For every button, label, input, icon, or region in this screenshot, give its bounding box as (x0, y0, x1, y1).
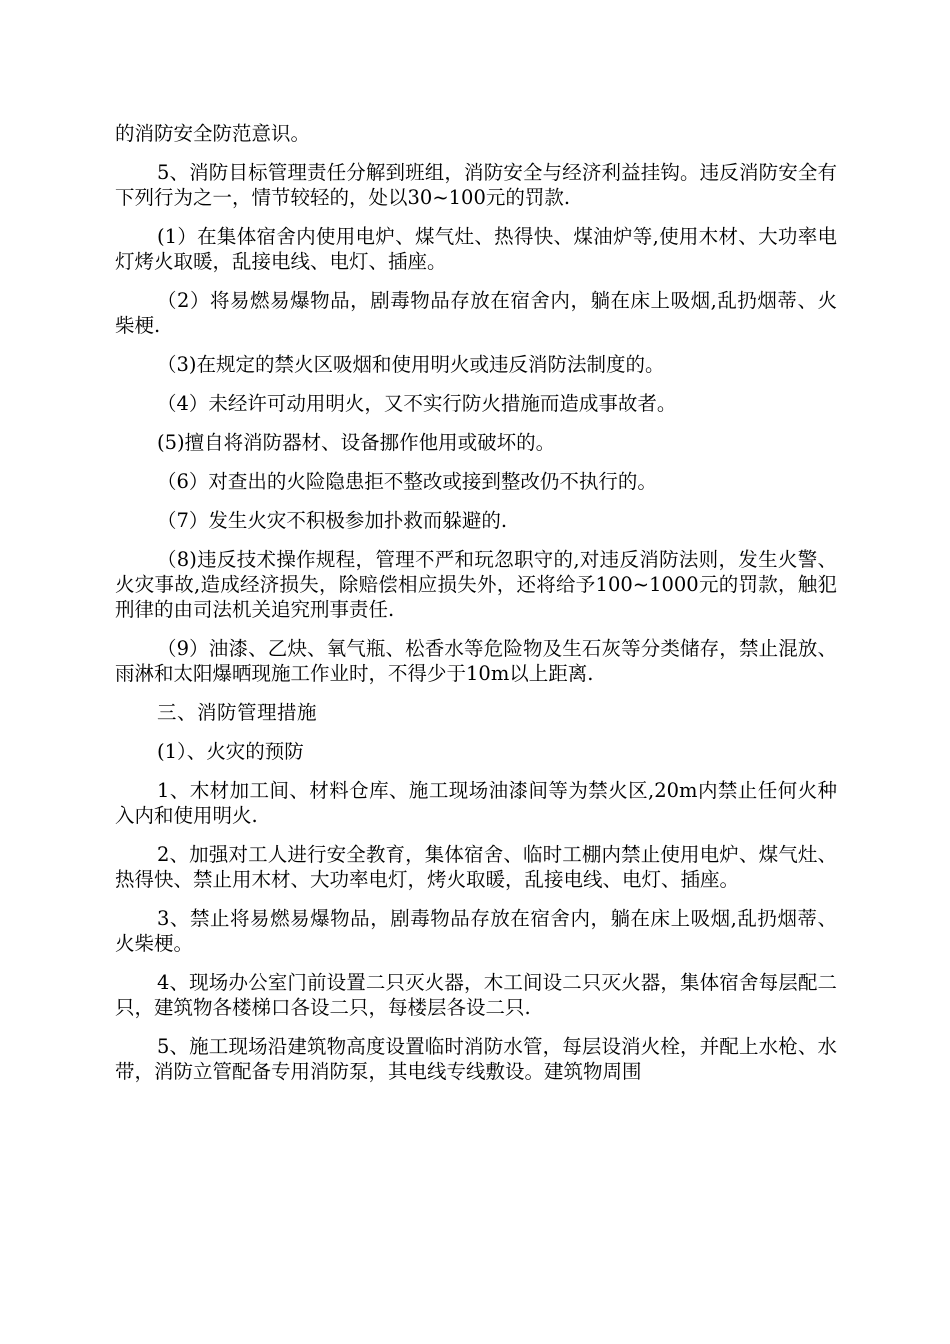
paragraph-4: （2）将易燃易爆物品，剧毒物品存放在宿舍内，躺在床上吸烟,乱扔烟蒂、火柴梗. (115, 289, 837, 337)
paragraph-11: （9）油漆、乙炔、氧气瓶、松香水等危险物及生石灰等分类储存，禁止混放、雨淋和太阳爆晒现施工作业时，不得少于10m以上距离. (115, 637, 837, 685)
section-heading: 三、消防管理措施 (157, 701, 318, 724)
paragraph-3: (1）在集体宿舍内使用电炉、煤气灶、热得快、煤油炉等,使用木材、大功率电灯烤火取暖，乱接电线、电灯、插座。 (115, 225, 837, 273)
paragraph-1: 的消防安全防范意识。 (115, 122, 311, 145)
subsection-heading: (1）、火灾的预防 (157, 740, 304, 763)
paragraph-6: （4）未经许可动用明火，又不实行防火措施而造成事故者。 (157, 392, 677, 415)
paragraph-10: （8)违反技术操作规程，管理不严和玩忽职守的,对违反消防法则，发生火警、火灾事故,造成经济损失，除赔偿相应损失外，还将给予100~1000元的罚款，触犯刑律的由司法机关追究刑事责任. (115, 548, 837, 621)
paragraph-8: （6）对查出的火险隐患拒不整改或接到整改仍不执行的。 (157, 470, 657, 493)
paragraph-15: 2、加强对工人进行安全教育，集体宿舍、临时工棚内禁止使用电炉、煤气灶、热得快、禁止用木材、大功率电灯，烤火取暖，乱接电线、电灯、插座。 (115, 843, 837, 891)
paragraph-16: 3、禁止将易燃易爆物品，剧毒物品存放在宿舍内，躺在床上吸烟,乱扔烟蒂、火柴梗。 (115, 907, 837, 955)
paragraph-9: （7）发生火灾不积极参加扑救而躲避的. (157, 509, 508, 532)
paragraph-2: 5、消防目标管理责任分解到班组，消防安全与经济利益挂钩。违反消防安全有下列行为之一，情节较轻的，处以30~100元的罚款. (115, 161, 837, 209)
document-body (115, 121, 837, 1098)
paragraph-7: (5)擅自将消防器材、设备挪作他用或破坏的。 (157, 431, 556, 454)
paragraph-17: 4、现场办公室门前设置二只灭火器，木工间设二只灭火器，集体宿舍每层配二只，建筑物各楼梯口各设二只，每楼层各设二只. (115, 971, 837, 1019)
paragraph-5: （3)在规定的禁火区吸烟和使用明火或违反消防法制度的。 (157, 353, 665, 376)
paragraph-18: 5、施工现场沿建筑物高度设置临时消防水管，每层设消火栓，并配上水枪、水带，消防立管配备专用消防泵，其电线专线敷设。建筑物周围 (115, 1035, 837, 1083)
paragraph-14: 1、木材加工间、材料仓库、施工现场油漆间等为禁火区,20m内禁止任何火种入内和使用明火. (115, 779, 837, 827)
